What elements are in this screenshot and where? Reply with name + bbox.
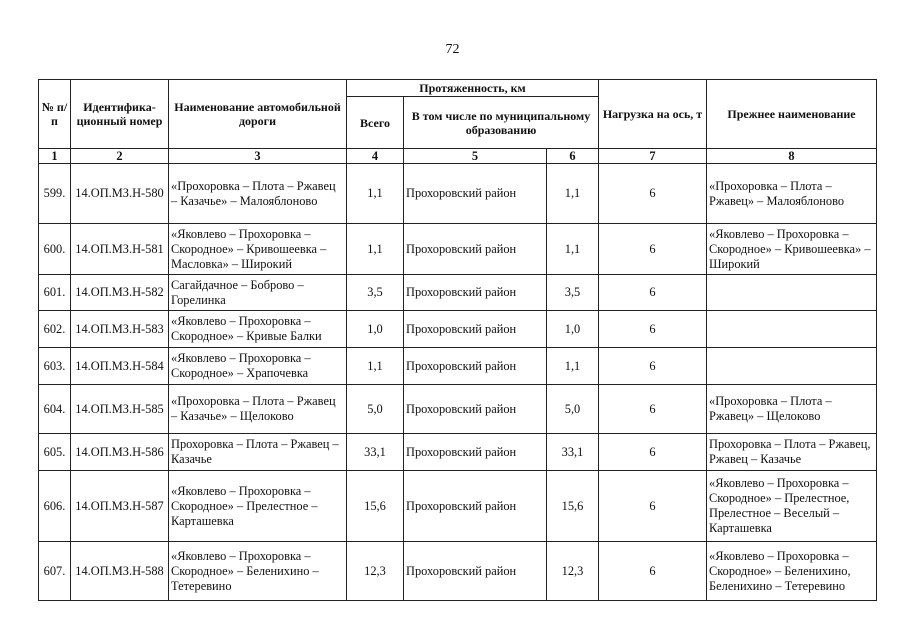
district: Прохоровский район xyxy=(404,434,547,471)
row-number: 605. xyxy=(39,434,71,471)
axle-load: 6 xyxy=(599,311,707,348)
axle-load: 6 xyxy=(599,542,707,601)
previous-name: «Яковлево – Прохоровка – Скородное» – Беленихино, Беленихино – Тетеревино xyxy=(707,542,877,601)
district: Прохоровский район xyxy=(404,311,547,348)
axle-load: 6 xyxy=(599,224,707,275)
column-number: 7 xyxy=(599,149,707,164)
length-total: 33,1 xyxy=(347,434,404,471)
header-load: Нагрузка на ось, т xyxy=(599,80,707,149)
table-row xyxy=(39,542,877,601)
previous-name xyxy=(707,348,877,385)
table-row xyxy=(39,471,877,542)
axle-load: 6 xyxy=(599,275,707,311)
road-name: «Яковлево – Прохоровка – Скородное» – Кривые Балки xyxy=(169,311,347,348)
axle-load: 6 xyxy=(599,385,707,434)
previous-name xyxy=(707,311,877,348)
previous-name xyxy=(707,275,877,311)
district-length: 1,1 xyxy=(547,348,599,385)
axle-load: 6 xyxy=(599,348,707,385)
previous-name: «Яковлево – Прохоровка – Скородное» – Прелестное, Прелестное – Веселый – Карташевка xyxy=(707,471,877,542)
district-length: 5,0 xyxy=(547,385,599,434)
row-number: 604. xyxy=(39,385,71,434)
length-total: 1,1 xyxy=(347,164,404,224)
header-municipal: В том числе по муниципальному образованию xyxy=(404,97,599,149)
road-id: 14.ОП.МЗ.Н-580 xyxy=(71,164,169,224)
length-total: 1,1 xyxy=(347,224,404,275)
road-id: 14.ОП.МЗ.Н-581 xyxy=(71,224,169,275)
column-number-row xyxy=(39,149,877,164)
column-number: 1 xyxy=(39,149,71,164)
road-id: 14.ОП.МЗ.Н-582 xyxy=(71,275,169,311)
road-name: «Яковлево – Прохоровка – Скородное» – Прелестное – Карташевка xyxy=(169,471,347,542)
district: Прохоровский район xyxy=(404,471,547,542)
column-number: 6 xyxy=(547,149,599,164)
district: Прохоровский район xyxy=(404,348,547,385)
header-id: Идентифика-ционный номер xyxy=(71,80,169,149)
length-total: 12,3 xyxy=(347,542,404,601)
length-total: 1,0 xyxy=(347,311,404,348)
district-length: 33,1 xyxy=(547,434,599,471)
road-name: «Прохоровка – Плота – Ржавец – Казачье» – Малояблоново xyxy=(169,164,347,224)
road-name: «Прохоровка – Плота – Ржавец – Казачье» – Щелоково xyxy=(169,385,347,434)
table-row xyxy=(39,275,877,311)
header-name: Наименование автомобильной дороги xyxy=(169,80,347,149)
district-length: 15,6 xyxy=(547,471,599,542)
district: Прохоровский район xyxy=(404,275,547,311)
row-number: 607. xyxy=(39,542,71,601)
previous-name: «Прохоровка – Плота – Ржавец» – Малояблоново xyxy=(707,164,877,224)
roads-table xyxy=(38,79,877,601)
district-length: 1,1 xyxy=(547,224,599,275)
header-length-group: Протяженность, км xyxy=(347,80,599,97)
road-id: 14.ОП.МЗ.Н-586 xyxy=(71,434,169,471)
district: Прохоровский район xyxy=(404,542,547,601)
row-number: 600. xyxy=(39,224,71,275)
district: Прохоровский район xyxy=(404,164,547,224)
previous-name: Прохоровка – Плота – Ржавец, Ржавец – Казачье xyxy=(707,434,877,471)
row-number: 603. xyxy=(39,348,71,385)
road-id: 14.ОП.МЗ.Н-587 xyxy=(71,471,169,542)
row-number: 602. xyxy=(39,311,71,348)
page-number: 72 xyxy=(445,42,460,57)
length-total: 15,6 xyxy=(347,471,404,542)
table-row xyxy=(39,224,877,275)
district-length: 3,5 xyxy=(547,275,599,311)
row-number: 606. xyxy=(39,471,71,542)
road-name: «Яковлево – Прохоровка – Скородное» – Храпочевка xyxy=(169,348,347,385)
road-name: «Яковлево – Прохоровка – Скородное» – Кривошеевка – Масловка» – Широкий xyxy=(169,224,347,275)
road-name: Сагайдачное – Боброво – Горелинка xyxy=(169,275,347,311)
row-number: 601. xyxy=(39,275,71,311)
table-row xyxy=(39,348,877,385)
previous-name: «Прохоровка – Плота – Ржавец» – Щелоково xyxy=(707,385,877,434)
axle-load: 6 xyxy=(599,471,707,542)
column-number: 8 xyxy=(707,149,877,164)
table-row xyxy=(39,434,877,471)
road-id: 14.ОП.МЗ.Н-584 xyxy=(71,348,169,385)
length-total: 5,0 xyxy=(347,385,404,434)
header-prev: Прежнее наименование xyxy=(707,80,877,149)
header-no: № п/п xyxy=(39,80,71,149)
district: Прохоровский район xyxy=(404,385,547,434)
district-length: 1,1 xyxy=(547,164,599,224)
road-name: «Яковлево – Прохоровка – Скородное» – Беленихино – Тетеревино xyxy=(169,542,347,601)
district: Прохоровский район xyxy=(404,224,547,275)
length-total: 3,5 xyxy=(347,275,404,311)
column-number: 2 xyxy=(71,149,169,164)
column-number: 5 xyxy=(404,149,547,164)
road-name: Прохоровка – Плота – Ржавец – Казачье xyxy=(169,434,347,471)
district-length: 12,3 xyxy=(547,542,599,601)
table-row xyxy=(39,311,877,348)
table-row xyxy=(39,164,877,224)
previous-name: «Яковлево – Прохоровка – Скородное» – Кривошеевка» – Широкий xyxy=(707,224,877,275)
header-total: Всего xyxy=(347,97,404,149)
length-total: 1,1 xyxy=(347,348,404,385)
road-id: 14.ОП.МЗ.Н-583 xyxy=(71,311,169,348)
table-row xyxy=(39,385,877,434)
column-number: 4 xyxy=(347,149,404,164)
road-id: 14.ОП.МЗ.Н-588 xyxy=(71,542,169,601)
column-number: 3 xyxy=(169,149,347,164)
road-id: 14.ОП.МЗ.Н-585 xyxy=(71,385,169,434)
district-length: 1,0 xyxy=(547,311,599,348)
row-number: 599. xyxy=(39,164,71,224)
axle-load: 6 xyxy=(599,434,707,471)
axle-load: 6 xyxy=(599,164,707,224)
